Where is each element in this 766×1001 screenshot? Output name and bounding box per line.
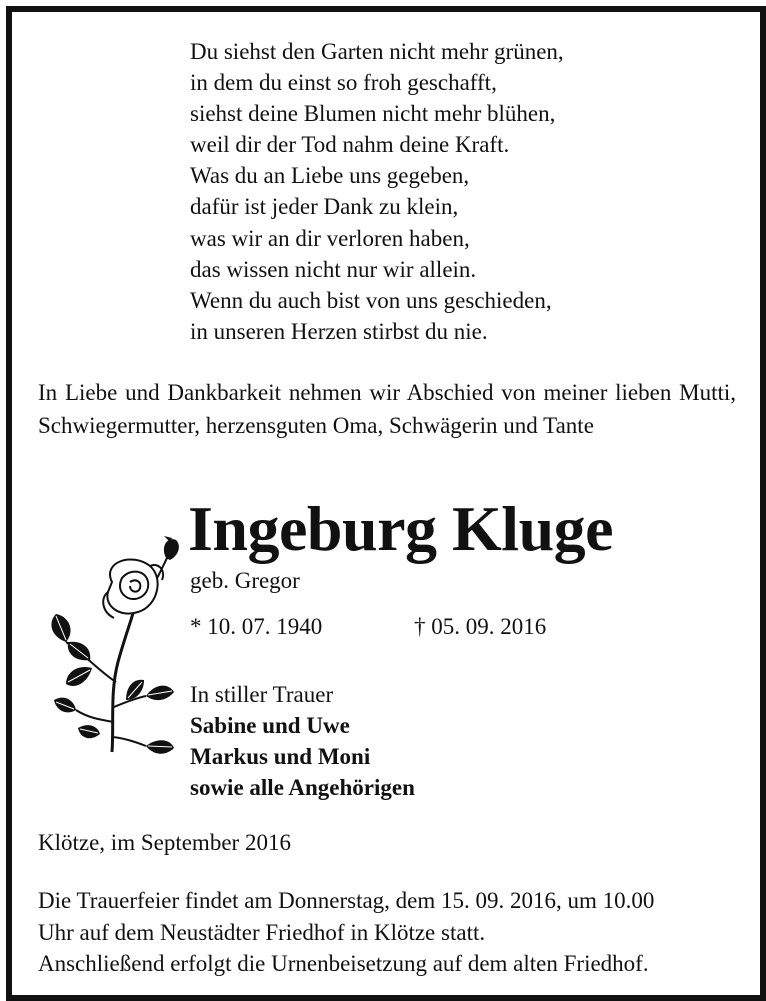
mourners-heading: In stiller Trauer xyxy=(190,682,334,707)
funeral-notice xyxy=(38,885,654,980)
poem-line: was wir an dir verloren haben, xyxy=(190,225,470,251)
place-date: Klötze, im September 2016 xyxy=(38,830,291,855)
poem xyxy=(190,36,564,347)
poem-line: Was du an Liebe uns gegeben, xyxy=(190,163,470,189)
maiden-name: geb. Gregor xyxy=(190,568,300,593)
birth-date: * 10. 07. 1940 xyxy=(190,614,323,639)
poem-line: weil dir der Tod nahm deine Kraft. xyxy=(190,132,510,158)
deceased-name: Ingeburg Kluge xyxy=(188,493,614,564)
poem-line: in unseren Herzen stirbst du nie. xyxy=(190,318,488,344)
mourners-block xyxy=(190,679,415,803)
poem-line: das wissen nicht nur wir allein. xyxy=(190,256,477,282)
death-date: † 05. 09. 2016 xyxy=(414,614,547,639)
mourner-name: Sabine und Uwe xyxy=(190,713,350,738)
funeral-line: Die Trauerfeier findet am Donnerstag, dem 15. 09. 2016, um 10.00 xyxy=(38,888,655,913)
funeral-line: Anschließend erfolgt die Urnenbeisetzung auf dem alten Friedhof. xyxy=(38,951,649,976)
poem-line: Wenn du auch bist von uns geschieden, xyxy=(190,287,552,313)
mourner-name: sowie alle Angehörigen xyxy=(190,775,415,800)
poem-line: in dem du einst so froh geschafft, xyxy=(190,70,497,96)
intro-text: In Liebe und Dankbarkeit nehmen wir Abschied von meiner lieben Mutti, Schwiegermutter, herzensguten Oma, Schwägerin und Tante xyxy=(38,380,736,438)
funeral-line: Uhr auf dem Neustädter Friedhof in Klötze statt. xyxy=(38,919,486,945)
rose-icon xyxy=(42,532,192,762)
obituary-frame xyxy=(6,6,766,1001)
poem-line: Du siehst den Garten nicht mehr grünen, xyxy=(190,39,564,64)
mourner-name: Markus und Moni xyxy=(190,744,371,769)
poem-line: dafür ist jeder Dank zu klein, xyxy=(190,194,459,220)
poem-line: siehst deine Blumen nicht mehr blühen, xyxy=(190,101,556,127)
